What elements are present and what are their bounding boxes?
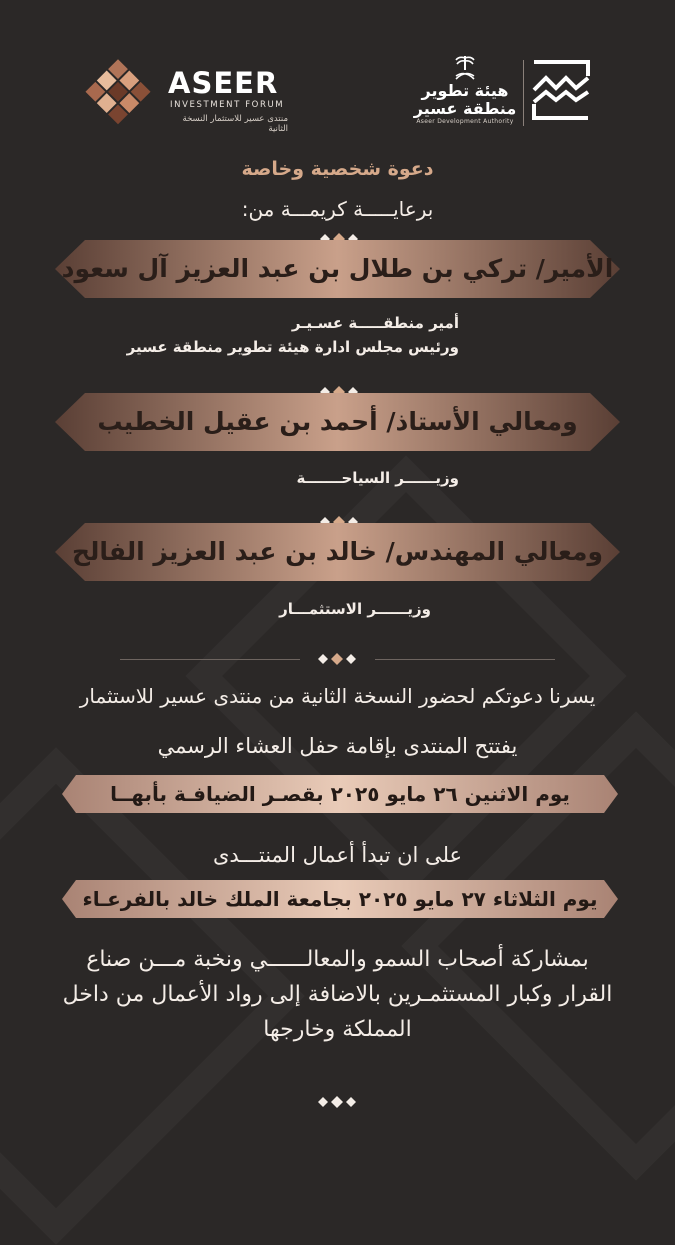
- forum-date: يوم الثلاثاء ٢٧ مايو ٢٠٢٥ بجامعة الملك خالد بالفرعـاء: [82, 887, 598, 911]
- patron-name: ومعالي المهندس/ خالد بن عبد العزيز الفالح: [71, 537, 604, 566]
- aseer-forum-logo: [78, 56, 288, 136]
- separator-line: [375, 659, 555, 660]
- patron-role: وزيــــــر الاستثمـــار: [279, 600, 431, 618]
- aseer-authority-logo: [410, 52, 520, 132]
- forum-diamond-icon: [78, 56, 158, 136]
- patron-banner: [55, 393, 620, 451]
- invitation-line: يسرنا دعوتكم لحضور النسخة الثانية من منتدى عسير للاستثمار: [79, 684, 596, 708]
- authority-english: Aseer Development Authority: [416, 118, 514, 125]
- authority-arabic-line1: هيئة تطوير: [421, 81, 509, 100]
- region-mountains-icon: [530, 56, 592, 124]
- authority-arabic-line2: منطقة عسير: [413, 99, 517, 118]
- patronage-heading: برعايـــــة كريمـــة من:: [241, 197, 434, 221]
- patron-name: الأمير/ تركي بن طلال بن عبد العزيز آل سعود: [61, 254, 614, 283]
- date-ribbon: [62, 880, 618, 918]
- palm-swords-icon: [451, 52, 479, 82]
- opening-line: يفتتح المنتدى بإقامة حفل العشاء الرسمي: [157, 734, 518, 758]
- patron-banner: [55, 523, 620, 581]
- logo-divider: [523, 60, 524, 126]
- invitation-title: دعوة شخصية وخاصة: [241, 158, 434, 180]
- patron-role: ورئيس مجلس ادارة هيئة تطوير منطقة عسير: [126, 338, 459, 356]
- forum-title: ASEER: [168, 66, 279, 100]
- forum-subtitle: INVESTMENT FORUM: [170, 100, 285, 110]
- patron-role: أمير منطقـــــة عسـيـر: [291, 314, 459, 332]
- forum-arabic-subtitle: منتدى عسير للاستثمار النسخة الثانية: [182, 114, 288, 134]
- separator-line: [120, 659, 300, 660]
- patron-role: وزيــــــر السياحـــــــة: [296, 469, 459, 487]
- patron-banner: [55, 240, 620, 298]
- diamond-ornament-icon: [316, 1095, 358, 1109]
- patron-name: ومعالي الأستاذ/ أحمد بن عقيل الخطيب: [97, 407, 578, 436]
- closing-paragraph: بمشاركة أصحاب السمو والمعالــــــي ونخبة مـــن صناع القرار وكبار المستثمـرين بالاضافة إلى رواد الأعمال من داخل المملكة وخارجها: [62, 947, 613, 1042]
- opening-date: يوم الاثنين ٢٦ مايو ٢٠٢٥ بقصـر الضيافـة بأبهــا: [110, 782, 570, 806]
- diamond-ornament-icon: [316, 652, 358, 666]
- date-ribbon: [62, 775, 618, 813]
- forum-start-line: على ان تبدأ أعمال المنتـــدى: [212, 843, 463, 867]
